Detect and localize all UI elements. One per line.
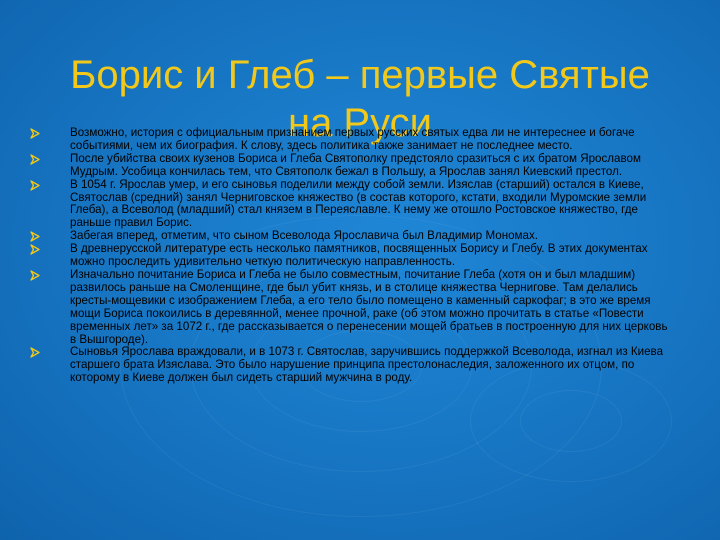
bullet-text: Возможно, история с официальным признанием первых русских святых едва ли не интереснее и богаче событиями, чем их биография. К слову, здесь политика также занимает не последнее место. <box>70 126 635 152</box>
slide-title-line-1: Борис и Глеб – первые Святые <box>70 52 650 97</box>
arrow-bullet-icon <box>30 231 40 242</box>
bullet-item <box>30 243 670 269</box>
arrow-bullet-icon <box>30 244 40 255</box>
arrow-bullet-icon <box>30 270 40 281</box>
arrow-bullet-icon <box>30 180 40 191</box>
slide-title-line-2: на Руси <box>287 100 433 145</box>
bullet-item <box>30 179 670 231</box>
arrow-bullet-icon <box>30 347 40 358</box>
bullet-text: В 1054 г. Ярослав умер, и его сыновья поделили между собой земли. Изяслав (старший) остался в Киеве, Святослав (средний) занял Черниговское княжество (в состав которого, кстати, входили Муромские земли Глеба), а Всеволод (младший) стал князем в Переяславле. К нему же отошло Ростовское княжество, где раньше правил Борис. <box>70 177 647 230</box>
arrow-bullet-icon <box>30 154 40 165</box>
bullet-text: Сыновья Ярослава враждовали, и в 1073 г. Святослав, заручившись поддержкой Всеволода, изгнал из Киева старшего брата Изяслава. Это было нарушение принципа престолонаследия, заложенного их отцом, по которому в Киеве должен был сидеть старший мужчина в роду. <box>70 345 664 385</box>
bullet-item <box>30 127 670 153</box>
bullet-item <box>30 153 670 179</box>
background-ripple <box>520 390 622 452</box>
bullet-text: Забегая вперед, отметим, что сыном Всеволода Ярославича был Владимир Мономах. <box>70 229 538 243</box>
bullet-text: В древнерусской литературе есть несколько памятников, посвященных Борису и Глебу. В этих документах можно проследить удивительно четкую политическую направленность. <box>70 242 648 269</box>
bullet-text: Изначально почитание Бориса и Глеба не было совместным, почитание Глеба (хотя он и был младшим) развилось раньше на Смоленщине, где был убит князь, и в столице княжества Чернигове. Там делались кресты-мощевики с изображением Глеба, а его тело было помещено в каменный саркофаг; в это же время мощи Бориса покоились в деревянной, менее прочной, раке (об этом можно прочитать в статье «Повести временных лет» за 1072 г., где рассказывается о перенесении мощей братьев в построенную для них церковь в Вышгороде). <box>70 267 668 346</box>
bullet-text: После убийства своих кузенов Бориса и Глеба Святополку предстояло сразиться с их братом Ярославом Мудрым. Усобица кончилась тем, что Святополк бежал в Польшу, а Ярослав занял Киевский престол. <box>70 151 641 178</box>
bullet-item <box>30 269 670 346</box>
bullet-item <box>30 346 670 385</box>
bullet-list <box>30 127 670 385</box>
arrow-bullet-icon <box>30 128 40 139</box>
